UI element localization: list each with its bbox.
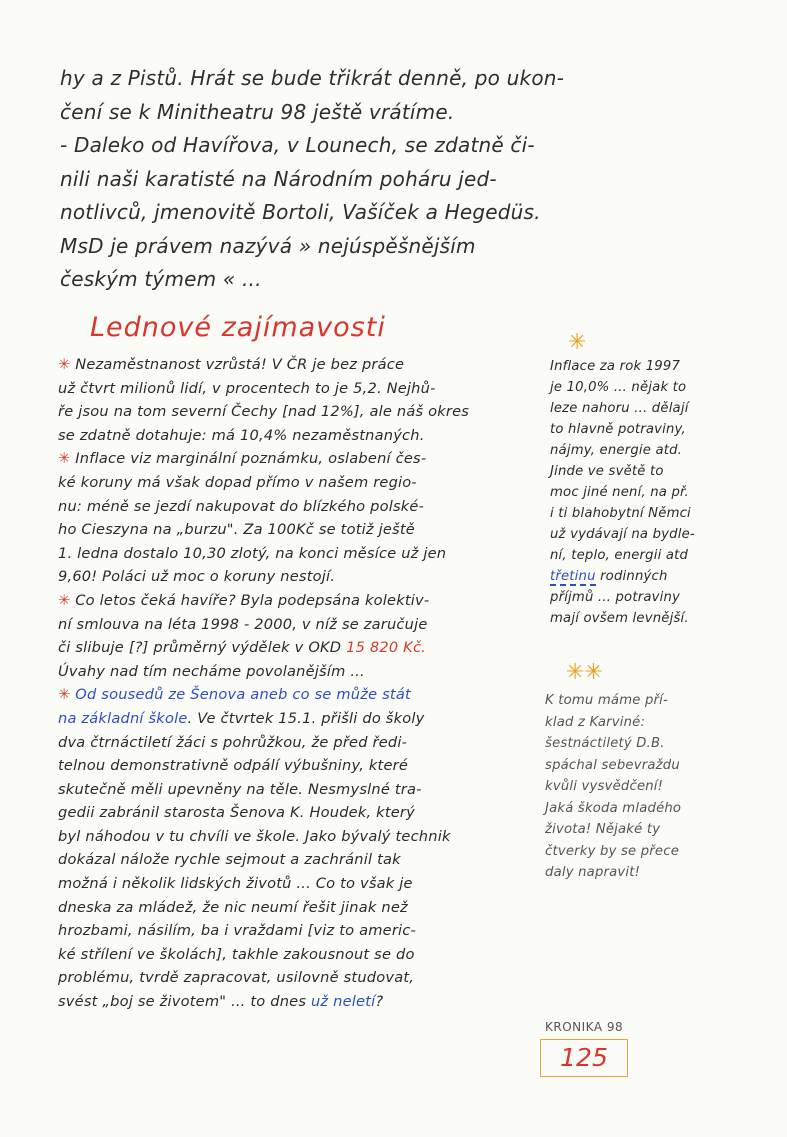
margin-note-line: mají ovšem levnější. <box>550 611 689 626</box>
paragraph-4-line: hrozbami, násilím, ba i vraždami [viz to americ- <box>58 922 416 940</box>
paragraph-2-line: 1. ledna dostalo 10,30 zlotý, na konci měsíce už jen <box>58 544 447 562</box>
margin-note-line: šestnáctiletý D.B. <box>545 736 665 751</box>
paragraph-4-line: na základní škole. Ve čtvrtek 15.1. přišli do školy <box>58 709 425 727</box>
intro-line: českým týmem « ... <box>60 267 262 291</box>
paragraph-4-line: telnou demonstrativně odpálí výbušniny, které <box>58 757 409 775</box>
paragraph-2-line: ✳ Inflace viz marginální poznámku, oslabení čes- <box>58 450 427 468</box>
paragraph-3-line: ní smlouva na léta 1998 - 2000, v níž se zaručuje <box>58 615 428 633</box>
margin-note-line: nájmy, energie atd. <box>550 443 683 458</box>
paragraph-4-line: dokázal nálože rychle sejmout a zachránil tak <box>58 851 401 869</box>
paragraph-2-line: nu: méně se jezdí nakupovat do blízkého polské- <box>58 497 425 515</box>
paragraph-4-line: svést „boj se životem" ... to dnes už neletí? <box>58 993 384 1011</box>
double-orange-asterisk-icon: ✳✳ <box>566 660 603 685</box>
intro-paragraph <box>60 62 565 297</box>
paragraph-2-line: ho Cieszyna na „burzu". Za 100Kč se totiž ještě <box>58 521 415 539</box>
paragraph-4-title: Od sousedů ze Šenova aneb co se může stát <box>75 686 411 704</box>
margin-note-line: leze nahoru ... dělají <box>550 401 689 416</box>
margin-note-line: ní, teplo, energii atd <box>550 548 689 563</box>
paragraph-4-line <box>58 683 538 707</box>
margin-note-line: Inflace za rok 1997 <box>550 359 681 374</box>
margin-note-line: třetinu rodinných <box>550 569 668 584</box>
paragraph-4-line: skutečně měli upevněny na těle. Nesmyslné tra- <box>58 780 422 798</box>
margin-note-line: moc jiné není, na př. <box>550 485 689 500</box>
page-number: 125 <box>560 1043 608 1072</box>
highlighted-word: třetinu <box>550 569 596 584</box>
paragraph-3-line: ✳ Co letos čeká havíře? Byla podepsána kolektiv- <box>58 591 430 609</box>
paragraph-4-line: ké střílení ve školách], takhle zakousnout se do <box>58 945 415 963</box>
salary-amount: 15 820 Kč. <box>346 639 427 657</box>
chronicle-label: KRONIKA 98 <box>545 1020 624 1034</box>
paragraph-4-line: možná i několik lidských životů ... Co to však je <box>58 875 413 893</box>
red-asterisk-icon: ✳ <box>58 686 71 704</box>
paragraph-4-line: gedii zabránil starosta Šenova K. Houdek, který <box>58 804 415 822</box>
paragraph-3-line: Úvahy nad tím necháme povolanějším ... <box>58 662 365 680</box>
intro-line: nili naši karatisté na Národním poháru jed- <box>60 166 497 191</box>
intro-line: čení se k Minitheatru 98 ještě vrátíme. <box>60 99 455 124</box>
margin-note-line: příjmů ... potraviny <box>550 590 681 605</box>
paragraph-3-line: či slibuje [?] průměrný výdělek v OKD 15 820 Kč. <box>58 639 427 657</box>
paragraph-4-line: dva čtrnáctiletí žáci s pohrůžkou, že před ředi- <box>58 733 408 751</box>
margin-note-line: i ti blahobytní Němci <box>550 506 691 521</box>
paragraph-1-line: se zdatně dotahuje: má 10,4% nezaměstnaných. <box>58 426 425 444</box>
paragraph-1-line: už čtvrt milionů lidí, v procentech to je 5,2. Nejhů- <box>58 379 436 397</box>
paragraph-4-title: na základní škole <box>58 709 188 727</box>
margin-note-line: to hlavně potraviny, <box>550 422 686 437</box>
margin-note-line: čtverky by se přece <box>545 843 680 859</box>
paragraph-4-line: problému, tvrdě zapracovat, usilovně studovat, <box>58 969 415 987</box>
margin-note-line: je 10,0% ... nějak to <box>550 380 687 395</box>
margin-note-line: spáchal sebevraždu <box>545 757 680 773</box>
margin-note-inflation <box>550 356 750 629</box>
margin-note-line: daly napravit! <box>545 865 641 880</box>
red-asterisk-icon: ✳ <box>58 450 71 468</box>
main-column <box>58 353 538 1014</box>
red-asterisk-icon: ✳ <box>58 591 71 609</box>
section-heading: Lednové zajímavosti <box>90 312 386 343</box>
margin-note-line: kvůli vysvědčení! <box>545 779 664 794</box>
intro-line: hy a z Pistů. Hrát se bude třikrát denně, po ukon- <box>60 66 565 90</box>
margin-note-line: Jaká škoda mladého <box>545 800 682 816</box>
margin-note-karvina <box>545 690 745 884</box>
paragraph-2-line: 9,60! Poláci už moc o koruny nestojí. <box>58 568 336 586</box>
intro-line: - Daleko od Havířova, v Lounech, se zdatně či- <box>60 133 535 157</box>
margin-note-line: klad z Karviné: <box>545 714 646 730</box>
margin-note-line: Jinde ve světě to <box>550 464 664 479</box>
paragraph-4-line: dneska za mládež, že nic neumí řešit jinak než <box>58 898 408 916</box>
intro-line: MsD je právem nazývá » nejúspěšnějším <box>60 233 476 258</box>
orange-asterisk-icon: ✳ <box>568 330 587 355</box>
paragraph-2-line: ké koruny má však dopad přímo v našem regio- <box>58 473 417 491</box>
red-asterisk-icon: ✳ <box>58 356 71 373</box>
intro-line: notlivců, jmenovitě Bortoli, Vašíček a Hegedüs. <box>60 200 541 224</box>
paragraph-1-line: ✳ Nezaměstnanost vzrůstá! V ČR je bez práce <box>58 356 405 373</box>
margin-note-line: už vydávají na bydle- <box>550 527 695 542</box>
paragraph-1-line: ře jsou na tom severní Čechy [nad 12%], ale náš okres <box>58 403 470 421</box>
highlighted-phrase: už neletí <box>310 993 376 1011</box>
margin-note-line: života! Nějaké ty <box>545 822 661 837</box>
margin-note-line: K tomu máme pří- <box>545 693 668 708</box>
paragraph-4-line: byl náhodou v tu chvíli ve škole. Jako bývalý technik <box>58 827 451 845</box>
